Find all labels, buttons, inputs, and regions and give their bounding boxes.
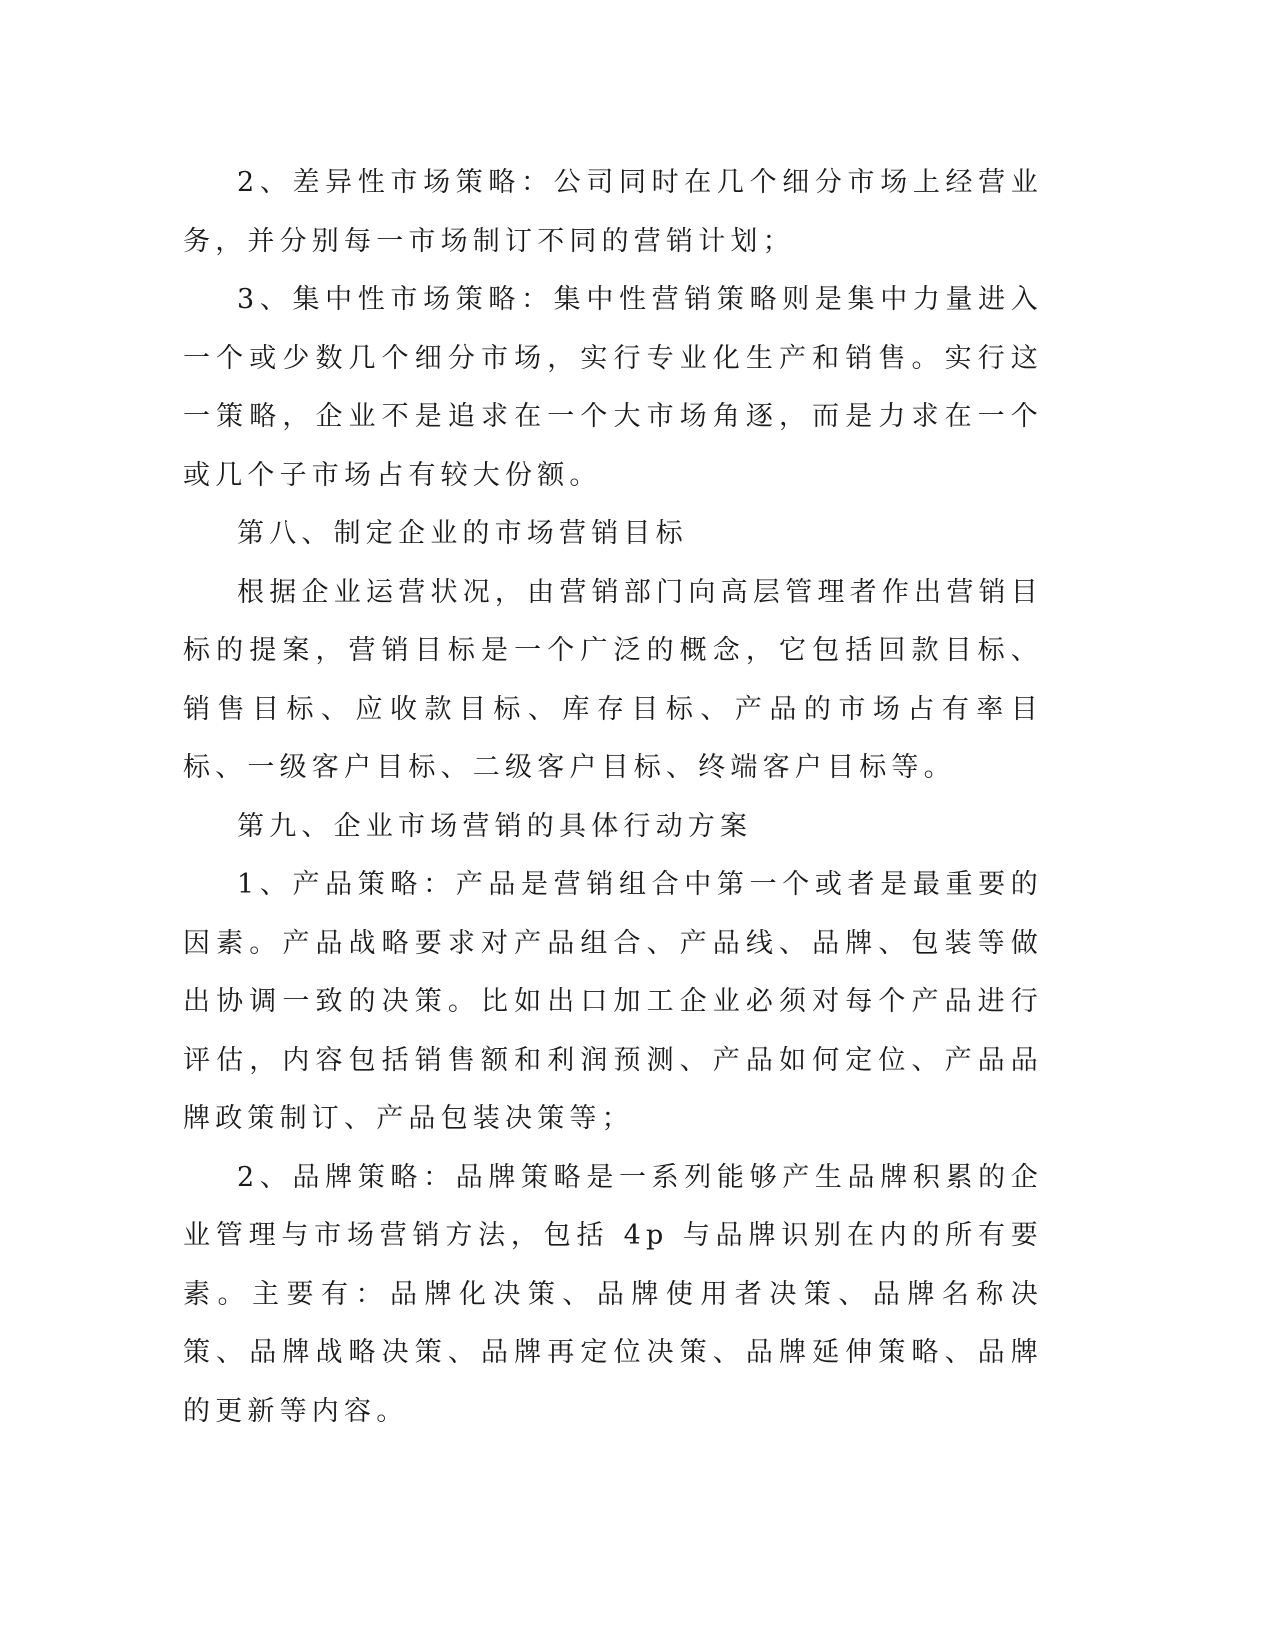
paragraph-differentiated-strategy: 2、差异性市场策略：公司同时在几个细分市场上经营业务，并分别每一市场制订不同的营销计划； [183, 167, 1043, 257]
paragraph-product-strategy: 1、产品策略：产品是营销组合中第一个或者是最重要的因素。产品战略要求对产品组合、产品线、品牌、包装等做出协调一致的决策。比如出口加工企业必须对每个产品进行评估，内容包括销售额和利润预测、产品如何定位、产品品牌政策制订、产品包装决策等； [183, 869, 1043, 1134]
document-body [183, 154, 1043, 1441]
paragraph-brand-strategy: 2、品牌策略：品牌策略是一系列能够产生品牌积累的企业管理与市场营销方法，包括 4p 与品牌识别在内的所有要素。主要有：品牌化决策、品牌使用者决策、品牌名称决策、品牌战略决策、品牌再定位决策、品牌延伸策略、品牌的更新等内容。 [183, 1161, 1043, 1427]
section-heading-ninth: 第九、企业市场营销的具体行动方案 [237, 810, 753, 842]
paragraph-marketing-goals: 根据企业运营状况，由营销部门向高层管理者作出营销目标的提案，营销目标是一个广泛的概念，它包括回款目标、销售目标、应收款目标、库存目标、产品的市场占有率目标、一级客户目标、二级客户目标、终端客户目标等。 [183, 576, 1043, 783]
paragraph-concentrated-strategy: 3、集中性市场策略：集中性营销策略则是集中力量进入一个或少数几个细分市场，实行专业化生产和销售。实行这一策略，企业不是追求在一个大市场角逐，而是力求在一个或几个子市场占有较大份额。 [183, 284, 1043, 491]
section-heading-eighth: 第八、制定企业的市场营销目标 [237, 518, 688, 549]
